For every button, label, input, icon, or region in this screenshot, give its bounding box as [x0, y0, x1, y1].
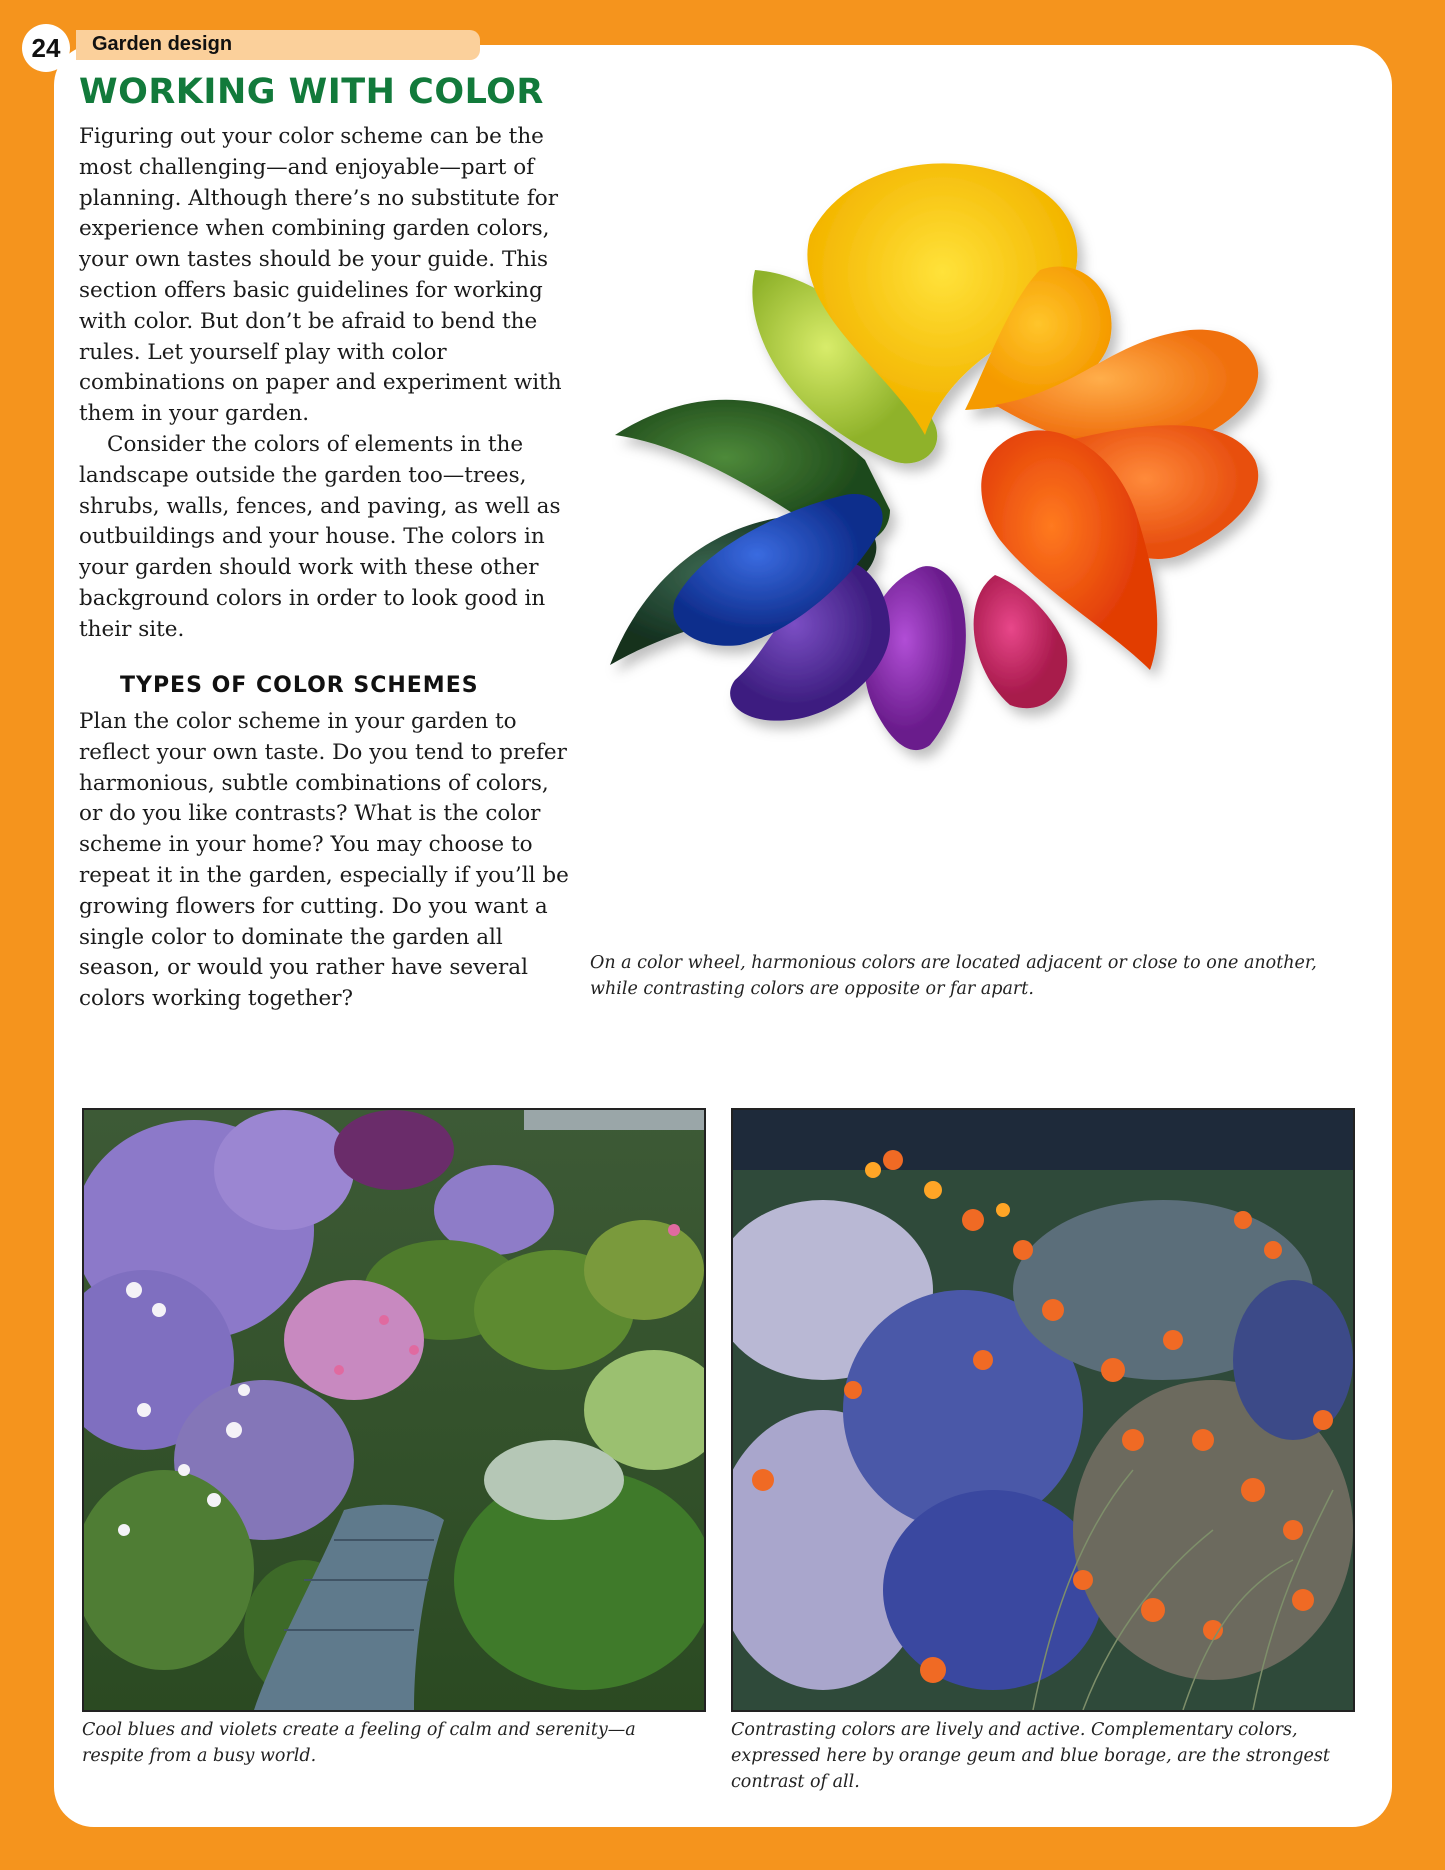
- page-title: WORKING WITH COLOR: [79, 72, 544, 112]
- subheading: TYPES OF COLOR SCHEMES: [120, 673, 479, 698]
- photo-right-caption: Contrasting colors are lively and active. Complementary colors, expressed here by orange geum and blue borage, are the strongest contrast of all.: [731, 1720, 1330, 1792]
- photo-contrast-garden: [731, 1108, 1355, 1712]
- section-tab: [76, 30, 480, 60]
- color-wheel-illustration: [590, 160, 1370, 890]
- body-paragraph-2: Consider the colors of elements in the landscape outside the garden too—trees, shrubs, walls, fences, and paving, as well as outbuildings and your house. The colors in your garden should work with these other background colors in order to look good in their site.: [79, 432, 561, 642]
- photo-left-caption: Cool blues and violets create a feeling of calm and serenity—a respite from a busy world.: [82, 1720, 636, 1766]
- body-paragraph-1: Figuring out your color scheme can be the most challenging—and enjoyable—part of planning. Although there’s no substitute for experience when combining garden colors, your own tastes should be your guide. This section offers basic guidelines for working with color. But don’t be afraid to bend the rules. Let yourself play with color combinations on paper and experiment with them in your garden.: [79, 124, 562, 427]
- wheel-caption: On a color wheel, harmonious colors are located adjacent or close to one another, while contrasting colors are opposite or far apart.: [590, 953, 1317, 999]
- section-label: Garden design: [92, 33, 233, 55]
- page-number: 24: [22, 24, 70, 72]
- body-paragraph-3: Plan the color scheme in your garden to reflect your own taste. Do you tend to prefer harmonious, subtle combinations of colors, or do you like contrasts? What is the color scheme in your home? You may choose to repeat it in the garden, especially if you’ll be growing flowers for cutting. Do you want a single color to dominate the garden all season, or would you rather have several colors working together?: [79, 709, 569, 1012]
- photo-cool-garden: [82, 1108, 706, 1712]
- petal-magenta: [974, 575, 1068, 708]
